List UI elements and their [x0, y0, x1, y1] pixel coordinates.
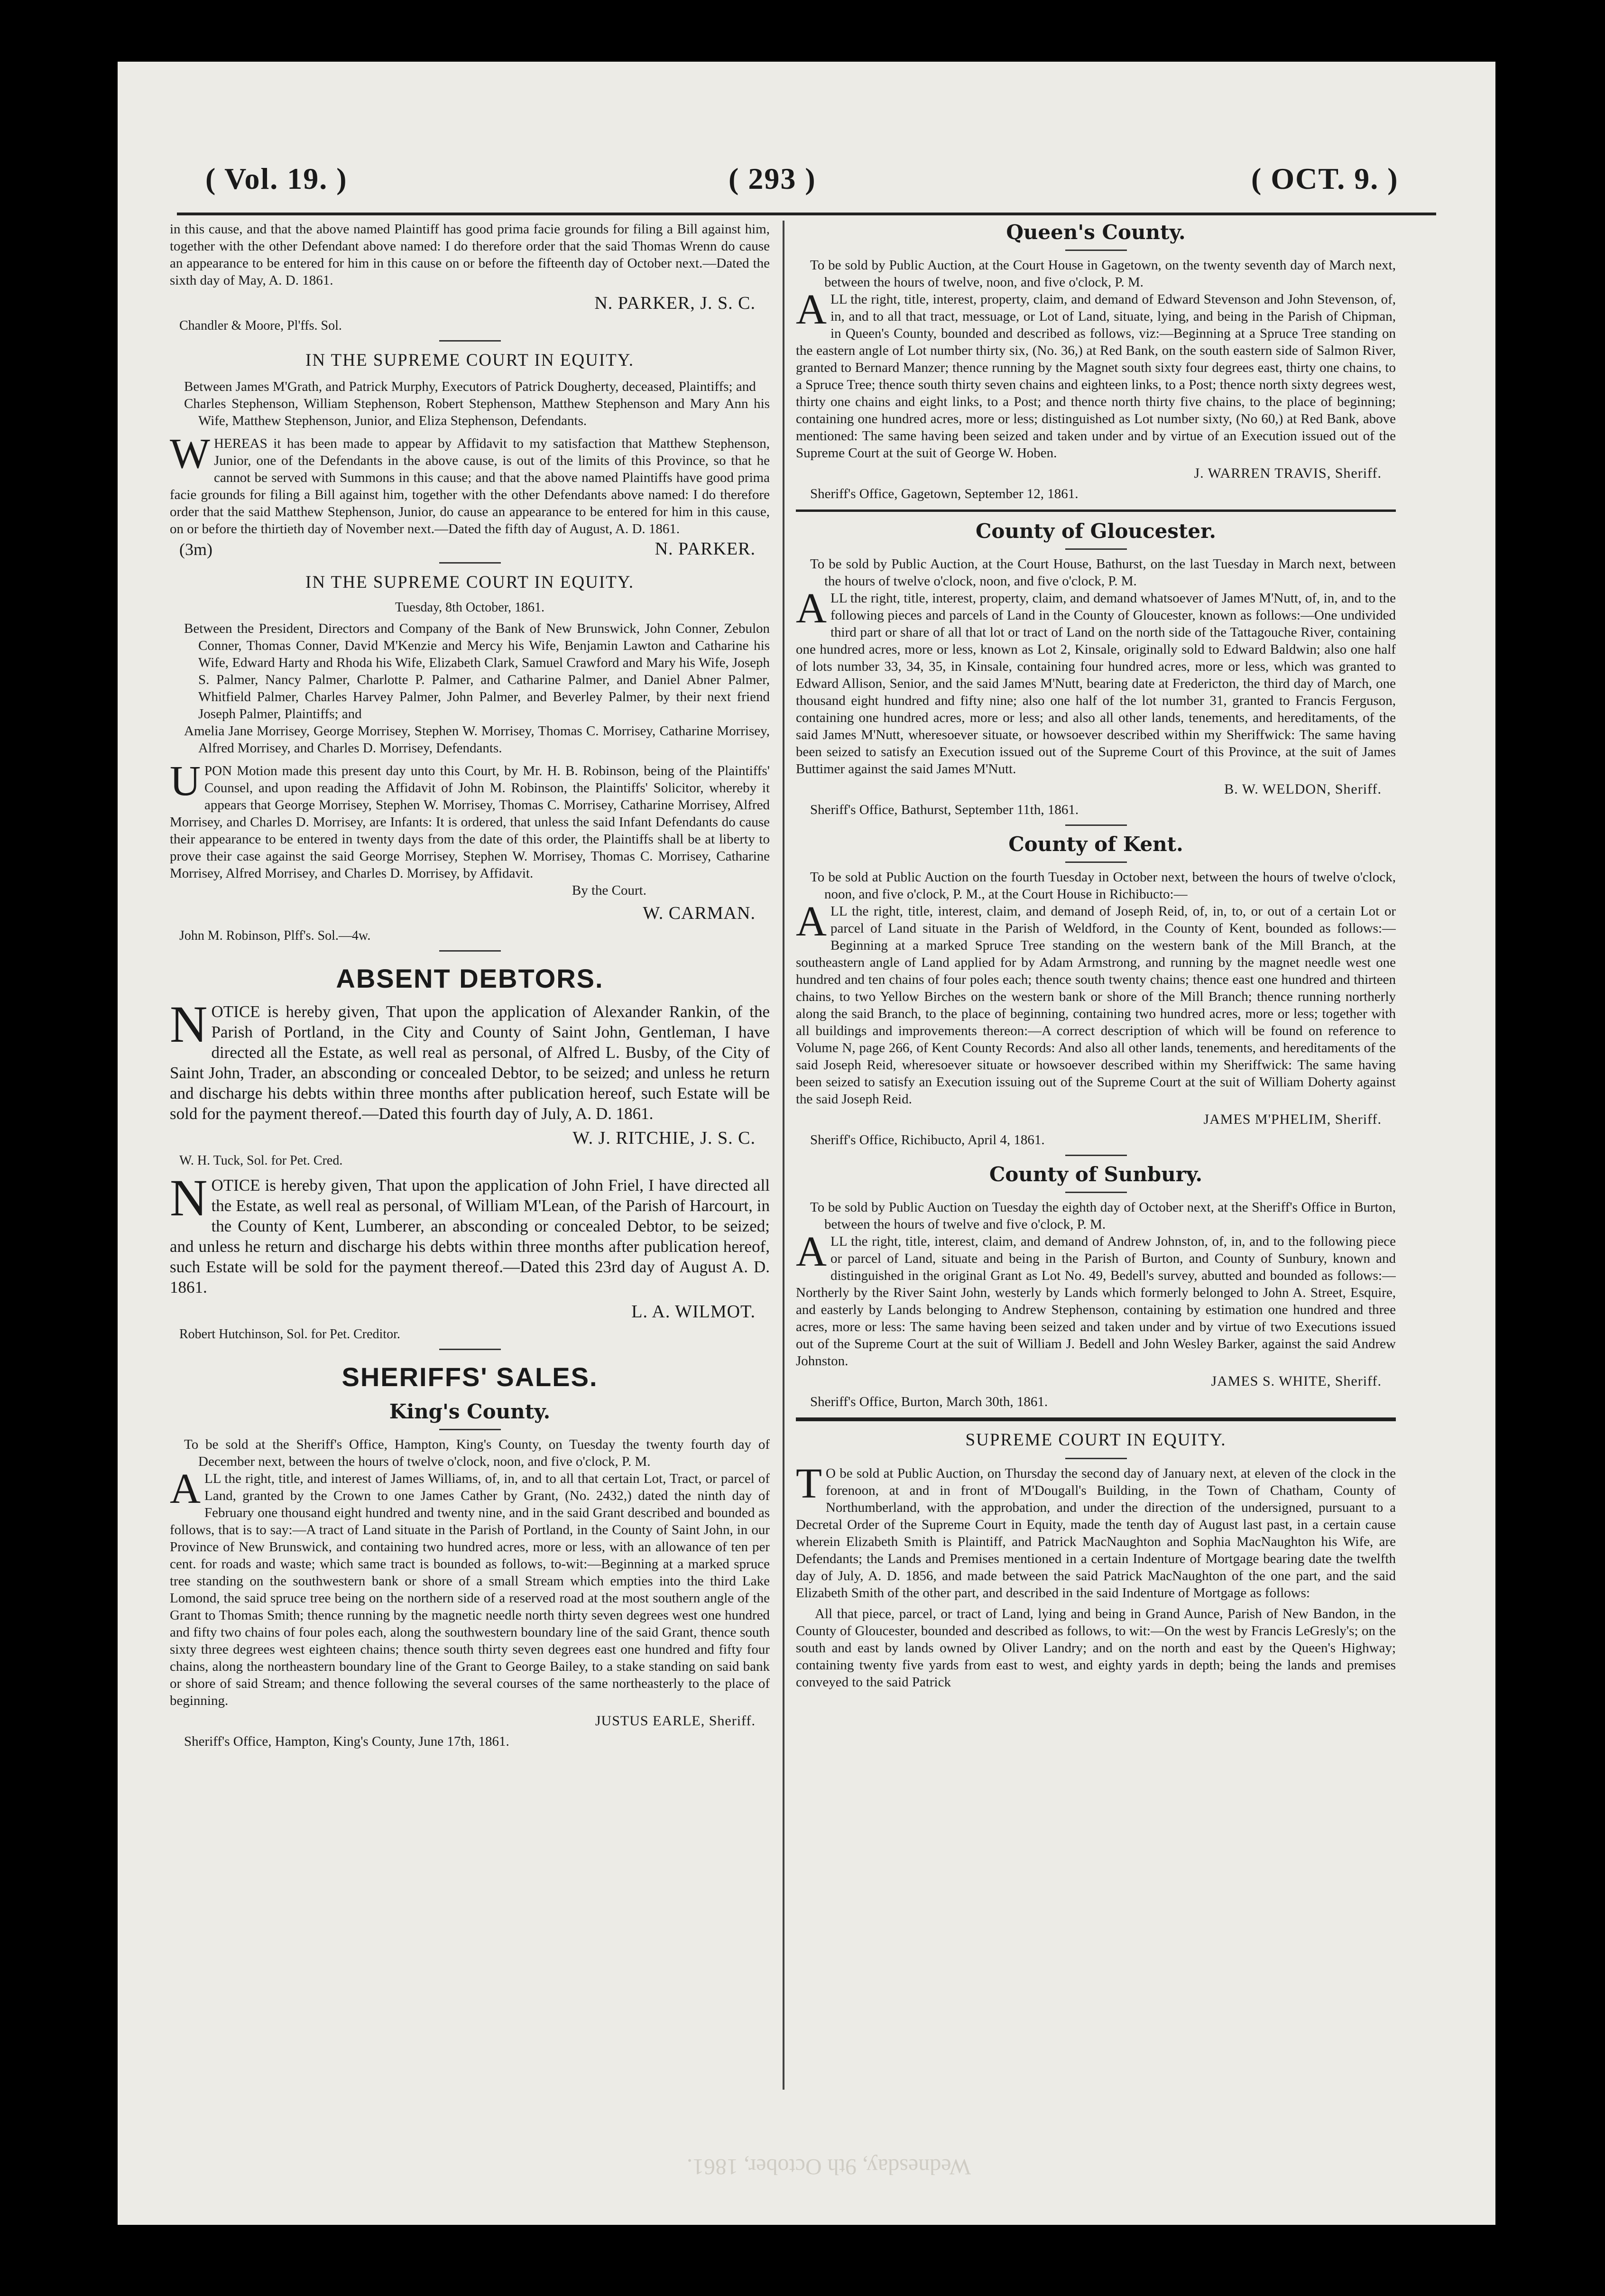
continued-notice-text: in this cause, and that the above named Plaintiff has good prima facie grounds for filing a Bill against him, together with the other Defendant above named: I do therefore order that the said Thomas Wrenn do cause an appearance to be entered for him in this cause on or before the fifteenth day of October next.—Dated the sixth day of May, A. D. 1861. [170, 222, 770, 288]
absent-notice-2-body: NOTICE is hereby given, That upon the application of John Friel, I have directed all the Estate, as well real as personal, of William M'Lean, of the Parish of Harcourt, in the County of Kent, Lumberer, an absconding or concealed Debtor, to be seized; and unless he return and discharge his debts within three months after publication hereof, such Estate will be sold for the payment thereof.—Dated this 23rd day of August A. D. 1861. [170, 1169, 770, 1296]
page-number: ( 293 ) [729, 162, 816, 195]
kent-county-body: ALL the right, title, interest, claim, and demand of Joseph Reid, of, in, to, or out of a certain Lot or parcel of Land situate in the Parish of Weldford, in the County of Kent, bounded as follows:—Beginning at a marked Spruce Tree standing on the western bank of the Mill Branch, at the southeastern angle of Land applied for by Adam Armstrong, and running by the magnet needle west one hundred and ten chains of four poles each; thence south twenty chains; thence east one hundred and thirteen chains, to two Yellow Birches on the western bank or shore of the Mill Branch; thence running northerly along the said Branch, to the place of beginning, containing two hundred acres, more or less; together with all buildings and improvements thereon:—A correct description of which will be found on reference to Volume N, page 266, of Kent County Records: And also all other lands, tenements, and hereditaments of the said Joseph Reid, wheresoever situate or howsoever described within my Sheriffwick: The same having been seized to satisfy an Execution issuing out of the Supreme Court at the suit of William Doherty against the said Joseph Reid. [796, 898, 1396, 1107]
kent-county-office: Sheriff's Office, Richibucto, April 4, 1861. [810, 1132, 1045, 1148]
supreme-court-body: T O be sold at Public Auction, on Thursday the second day of January next, at eleven of the clock in the forenoon, at and in front of M'Dougall's Building, in the Town of Chatham, County of Northumberland, with the approbation, and under the direction of the undersigned, pursuant to a Decretal Order of the Supreme Court in Equity, made the tenth day of August last past, in a certain cause wherein Elizabeth Smith is Plaintiff, and Patrick MacNaughton and Sophia MacNaughton his Wife, are Defendants; the Lands and Premises mentioned in a certain Indenture of Mortgage bearing date the twelfth day of July, A. D. 1856, and made between the said Patrick MacNaughton of the one part, and the said Elizabeth Smith of the other part, and described in the said Indenture of Mortgage as follows: [796, 1460, 1396, 1601]
drop-cap: A [796, 286, 827, 333]
equity-notice-1-mark: (3m) [179, 540, 212, 559]
equity-notice-2-title: IN THE SUPREME COURT IN EQUITY. [305, 573, 634, 592]
drop-cap: U [170, 758, 201, 805]
equity-notice-2-defendants: Amelia Jane Morrisey, George Morrisey, Stephen W. Morrisey, Thomas C. Morrisey, Catharine Morrisey, Alfred Morrisey, and Charles D. Morrisey, Defendants. [184, 723, 770, 756]
separator [1065, 1155, 1127, 1156]
kings-county-heading: King's County. [389, 1400, 551, 1423]
kings-county-office: Sheriff's Office, Hampton, King's County, June 17th, 1861. [184, 1734, 509, 1749]
equity-notice-1-defendants: Charles Stephenson, William Stephenson, Robert Stephenson, Matthew Stephenson and Mary Ann his Wife, Matthew Stephenson, Junior, and Eliza Stephenson, Defendants. [184, 396, 770, 428]
gloucester-county-body: ALL the right, title, interest, property, claim, and demand whatsoever of James M'Nutt, of, in, and to the following pieces and parcels of Land in the County of Gloucester, known as follows:—One undivided third part or share of all that lot or tract of Land on the north side of the Tattagouche River, containing one hundred acres, more or less, known as Lot 2, Kinsale, originally sold to Edward Baldwin; also one half of lots number 33, 34, 35, in Kinsale, containing four hundred acres, more or less, which was granted to Edward Allison, Senior, and the said James M'Nutt, bearing date at Fredericton, the third day of March, one thousand eight hundred and fifty nine; also one half of the lot number 31, granted to Francis Ferguson, containing one hundred acres, more or less; and also all other lands, tenements, and hereditaments, of the said James M'Nutt, wheresoever situate, or howsoever described within my Sheriffwick: The same having been seized to satisfy an Execution issued out of the Supreme Court of this Province, at the suit of James Buttimer against the said James M'Nutt. [796, 585, 1396, 777]
separator [439, 1429, 501, 1430]
separator [1065, 861, 1127, 863]
left-column [170, 221, 770, 2118]
volume-label: ( Vol. 19. ) [205, 162, 348, 195]
equity-notice-2-signature: W. CARMAN. [643, 903, 756, 923]
absent-notice-1-signature: W. J. RITCHIE, J. S. C. [572, 1128, 756, 1148]
drop-cap: T [796, 1460, 822, 1507]
queens-county-heading: Queen's County. [1006, 221, 1186, 244]
issue-date: ( OCT. 9. ) [1251, 162, 1399, 195]
gloucester-county-heading: County of Gloucester. [976, 519, 1216, 543]
separator [439, 340, 501, 342]
gazette-page [118, 62, 1495, 2225]
continued-notice-signature: N. PARKER, J. S. C. [594, 293, 756, 313]
kings-county-signature: JUSTUS EARLE, Sheriff. [595, 1713, 756, 1729]
equity-notice-1-title: IN THE SUPREME COURT IN EQUITY. [305, 351, 634, 370]
sunbury-county-body: ALL the right, title, interest, claim, and demand of Andrew Johnston, of, in, and to the following piece or parcel of Land, situate and being in the Parish of Burton, and County of Sunbury, known and distinguished in the original Grant as Lot No. 49, Bedell's survey, abutted and bounded as follows:—Northerly by the River Saint John, westerly by Lands which formerly belonged to John A. Street, Esquire, and easterly by Lands belonging to Andrew Stephenson, containing by estimation one hundred and three acres, more or less: The same having been seized and taken under and by virtue of two Executions issued out of the Supreme Court at the suit of William J. Bedell and John Wesley Barker, against the said Andrew Johnston. [796, 1228, 1396, 1369]
separator [439, 562, 501, 564]
gloucester-county-office: Sheriff's Office, Bathurst, September 11th, 1861. [810, 802, 1079, 817]
drop-cap: W [170, 430, 210, 477]
column-divider [783, 221, 784, 2090]
absent-notice-1-solicitor: W. H. Tuck, Sol. for Pet. Cred. [179, 1153, 343, 1168]
separator [1065, 1192, 1127, 1193]
sunbury-county-intro: To be sold by Public Auction on Tuesday the eighth day of October next, at the Sheriff's Office in Burton, between the hours of twelve and five o'clock, P. M. [810, 1200, 1396, 1232]
by-the-court: By the Court. [572, 883, 646, 898]
sheriffs-sales-heading: SHERIFFS' SALES. [341, 1362, 598, 1392]
equity-notice-1-plaintiffs: Between James M'Grath, and Patrick Murphy, Executors of Patrick Dougherty, deceased, Plaintiffs; and [184, 379, 756, 394]
separator [1065, 250, 1127, 251]
separator [439, 1349, 501, 1350]
absent-debtors-heading: ABSENT DEBTORS. [336, 963, 604, 993]
kent-county-heading: County of Kent. [1008, 833, 1183, 856]
queens-county-signature: J. WARREN TRAVIS, Sheriff. [1194, 465, 1382, 481]
kings-county-body: ALL the right, title, and interest of James Williams, of, in, and to all that certain Lot, Tract, or parcel of Land, granted by the Crown to one James Cather by Grant, (No. 2432,) dated the ninth day of February one thousand eight hundred and twenty nine, and in the said Grant described and bounded as follows, that is to say:—A tract of Land situate in the Parish of Portland, in the County of Saint John, in our Province of New Brunswick, and containing two hundred acres, more or less, with an allowance of ten per cent. for roads and waste; which same tract is bounded as follows, to-wit:—Beginning at a marked spruce tree standing on the southwestern bank or shore of a small Stream which empties into the third Lake Lomond, the said spruce tree being on the northern side of a reserved road at the most southern angle of the Grant to Thomas Smith; thence running by the magnetic needle north thirty seven degrees west one hundred and fifty two chains of four poles each, along the southwestern boundary line of the said Grant, thence south sixty three degrees west eighteen chains; thence south thirty seven degrees east one hundred and fifty four chains, along the northeastern boundary line of the Grant to George Bailey, to a stake standing on said bank or shore of said Stream; and thence following the several courses of the same northeasterly to the place of beginning. [170, 1465, 770, 1708]
queens-county-office: Sheriff's Office, Gagetown, September 12, 1861. [810, 486, 1079, 501]
sunbury-county-signature: JAMES S. WHITE, Sheriff. [1211, 1373, 1382, 1389]
equity-notice-2-date: Tuesday, 8th October, 1861. [395, 600, 544, 615]
kings-county-intro: To be sold at the Sheriff's Office, Hampton, King's County, on Tuesday the twenty fourth day of December next, between the hours of twelve o'clock, noon, and five o'clock, P. M. [184, 1437, 770, 1469]
absent-notice-2-signature: L. A. WILMOT. [631, 1302, 756, 1322]
section-rule [796, 1417, 1396, 1421]
section-rule [796, 509, 1396, 512]
right-column [796, 221, 1396, 2118]
sunbury-county-office: Sheriff's Office, Burton, March 30th, 1861. [810, 1394, 1048, 1409]
bleed-through-text: Wednesday, 9th October, 1861. [687, 2154, 971, 2179]
drop-cap: N [170, 1169, 208, 1227]
supreme-court-body-2: All that piece, parcel, or tract of Land, lying and being in Grand Aunce, Parish of New Bandon, in the County of Gloucester, bounded and described as follows, to wit:—On the west by Francis LeGresly's; on the south and east by lands owned by Oliver Landry; and on the north and east by the Queen's Highway; containing twenty five yards from east to west, and eighty yards in depth; being the lands and premises conveyed to the said Patrick [796, 1606, 1396, 1690]
drop-cap: N [170, 995, 208, 1053]
drop-cap: A [796, 585, 827, 632]
sunbury-county-heading: County of Sunbury. [989, 1163, 1203, 1186]
drop-cap: A [796, 1228, 827, 1275]
equity-notice-1-signature: N. PARKER. [655, 539, 756, 559]
drop-cap: A [796, 898, 827, 945]
header-rule [177, 213, 1436, 215]
equity-notice-2-plaintiffs: Between the President, Directors and Company of the Bank of New Brunswick, John Conner, Zebulon Conner, Thomas Conner, David M'Kenzie and Mercy his Wife, Benjamin Lawton and Catharine his Wife, Edward Harty and Rhoda his Wife, Elizabeth Clark, Samuel Crawford and Mary his Wife, Joseph S. Palmer, Nancy Palmer, Charlotte P. Palmer, and Catharine Palmer, and Daniel Abner Palmer, Whitfield Palmer, Charles Harvey Palmer, John Palmer, and Beverley Palmer, by their next friend Joseph Palmer, Plaintiffs; and [184, 621, 770, 722]
equity-notice-2-solicitor: John M. Robinson, Plff's. Sol.—4w. [179, 928, 371, 943]
absent-notice-2-solicitor: Robert Hutchinson, Sol. for Pet. Creditor. [179, 1327, 400, 1342]
absent-notice-1-body: NOTICE is hereby given, That upon the application of Alexander Rankin, of the Parish of Portland, in the City and County of Saint John, Gentleman, I have directed all the Estate, as well real as personal, of Alfred L. Busby, of the City of Saint John, Trader, an absconding or concealed Debtor, to be seized; and unless he return and discharge his debts within three months after publication hereof, such Estate will be sold for the payment thereof.—Dated this fourth day of July, A. D. 1861. [170, 995, 770, 1123]
equity-notice-2-body: UPON Motion made this present day unto this Court, by Mr. H. B. Robinson, being of the Plaintiffs' Counsel, and upon reading the Affidavit of John M. Robinson, the Plaintiffs' Solicitor, whereby it appears that George Morrisey, Stephen W. Morrisey, Thomas C. Morrisey, Catharine Morrisey, Alfred Morrisey, and Charles D. Morrisey, are Infants: It is ordered, that unless the said Infant Defendants do cause their appearance to be entered in twenty days from the date of this order, the Plaintiffs shall be at liberty to prove their case against the said George Morrisey, Stephen W. Morrisey, Thomas C. Morrisey, Catharine Morrisey, Alfred Morrisey, and Charles D. Morrisey, by Affidavit. [170, 758, 770, 881]
gloucester-county-signature: B. W. WELDON, Sheriff. [1224, 781, 1382, 797]
kent-county-signature: JAMES M'PHELIM, Sheriff. [1203, 1111, 1382, 1127]
separator [1065, 824, 1127, 826]
separator [439, 950, 501, 952]
queens-county-intro: To be sold by Public Auction, at the Court House in Gagetown, on the twenty seventh day of March next, between the hours of twelve, noon, and five o'clock, P. M. [810, 258, 1396, 290]
separator [1065, 548, 1127, 550]
gloucester-county-intro: To be sold by Public Auction, at the Court House, Bathurst, on the last Tuesday in March next, between the hours of twelve o'clock, noon, and five o'clock, P. M. [810, 556, 1396, 589]
kent-county-intro: To be sold at Public Auction on the fourth Tuesday in October next, between the hours of twelve o'clock, noon, and five o'clock, P. M., at the Court House in Richibucto:— [810, 870, 1396, 902]
continued-notice-solicitor: Chandler & Moore, Pl'ffs. Sol. [179, 318, 342, 333]
drop-cap: A [170, 1465, 201, 1512]
queens-county-body: ALL the right, title, interest, property, claim, and demand of Edward Stevenson and John Stevenson, of, in, and to all that tract, messuage, or Lot of Land, situate, lying, and being in the Parish of Chipman, in Queen's County, bounded and described as follows, viz:—Beginning at a Spruce Tree standing on the eastern angle of Lot number thirty six, (No. 36,) at Red Bank, on the south eastern side of Salmon River, granted to Bernard Manzer; thence running by the Magnet south sixty four degrees east, thirty one chains, to a Spruce Tree; thence south thirty seven chains and eighteen links, to a Post; thence north sixty degrees west, thirty one chains and eight links, to a Post; and thence north thirty five chains, to the place of beginning; containing one hundred acres, more or less; distinguished as Lot number sixty, (No 60,) at Red Bank, above mentioned: The same having been seized and taken under and by virtue of an Execution issued out of the Supreme Court at the suit of George W. Hoben. [796, 286, 1396, 461]
supreme-court-title: SUPREME COURT IN EQUITY. [965, 1430, 1227, 1450]
separator [1065, 1458, 1127, 1459]
equity-notice-1-body: WHEREAS it has been made to appear by Affidavit to my satisfaction that Matthew Stephenson, Junior, one of the Defendants in the above cause, is out of the limits of this Province, so that he cannot be served with Summons in this cause; and that the above named Plaintiffs have good prima facie grounds for filing a Bill against him, together with the other Defendants above named: I do therefore order that the said Matthew Stephenson, Junior, do cause an appearance to be entered for him in this cause, on or before the thirtieth day of November next.—Dated the fifth day of August, A. D. 1861. [170, 430, 770, 537]
